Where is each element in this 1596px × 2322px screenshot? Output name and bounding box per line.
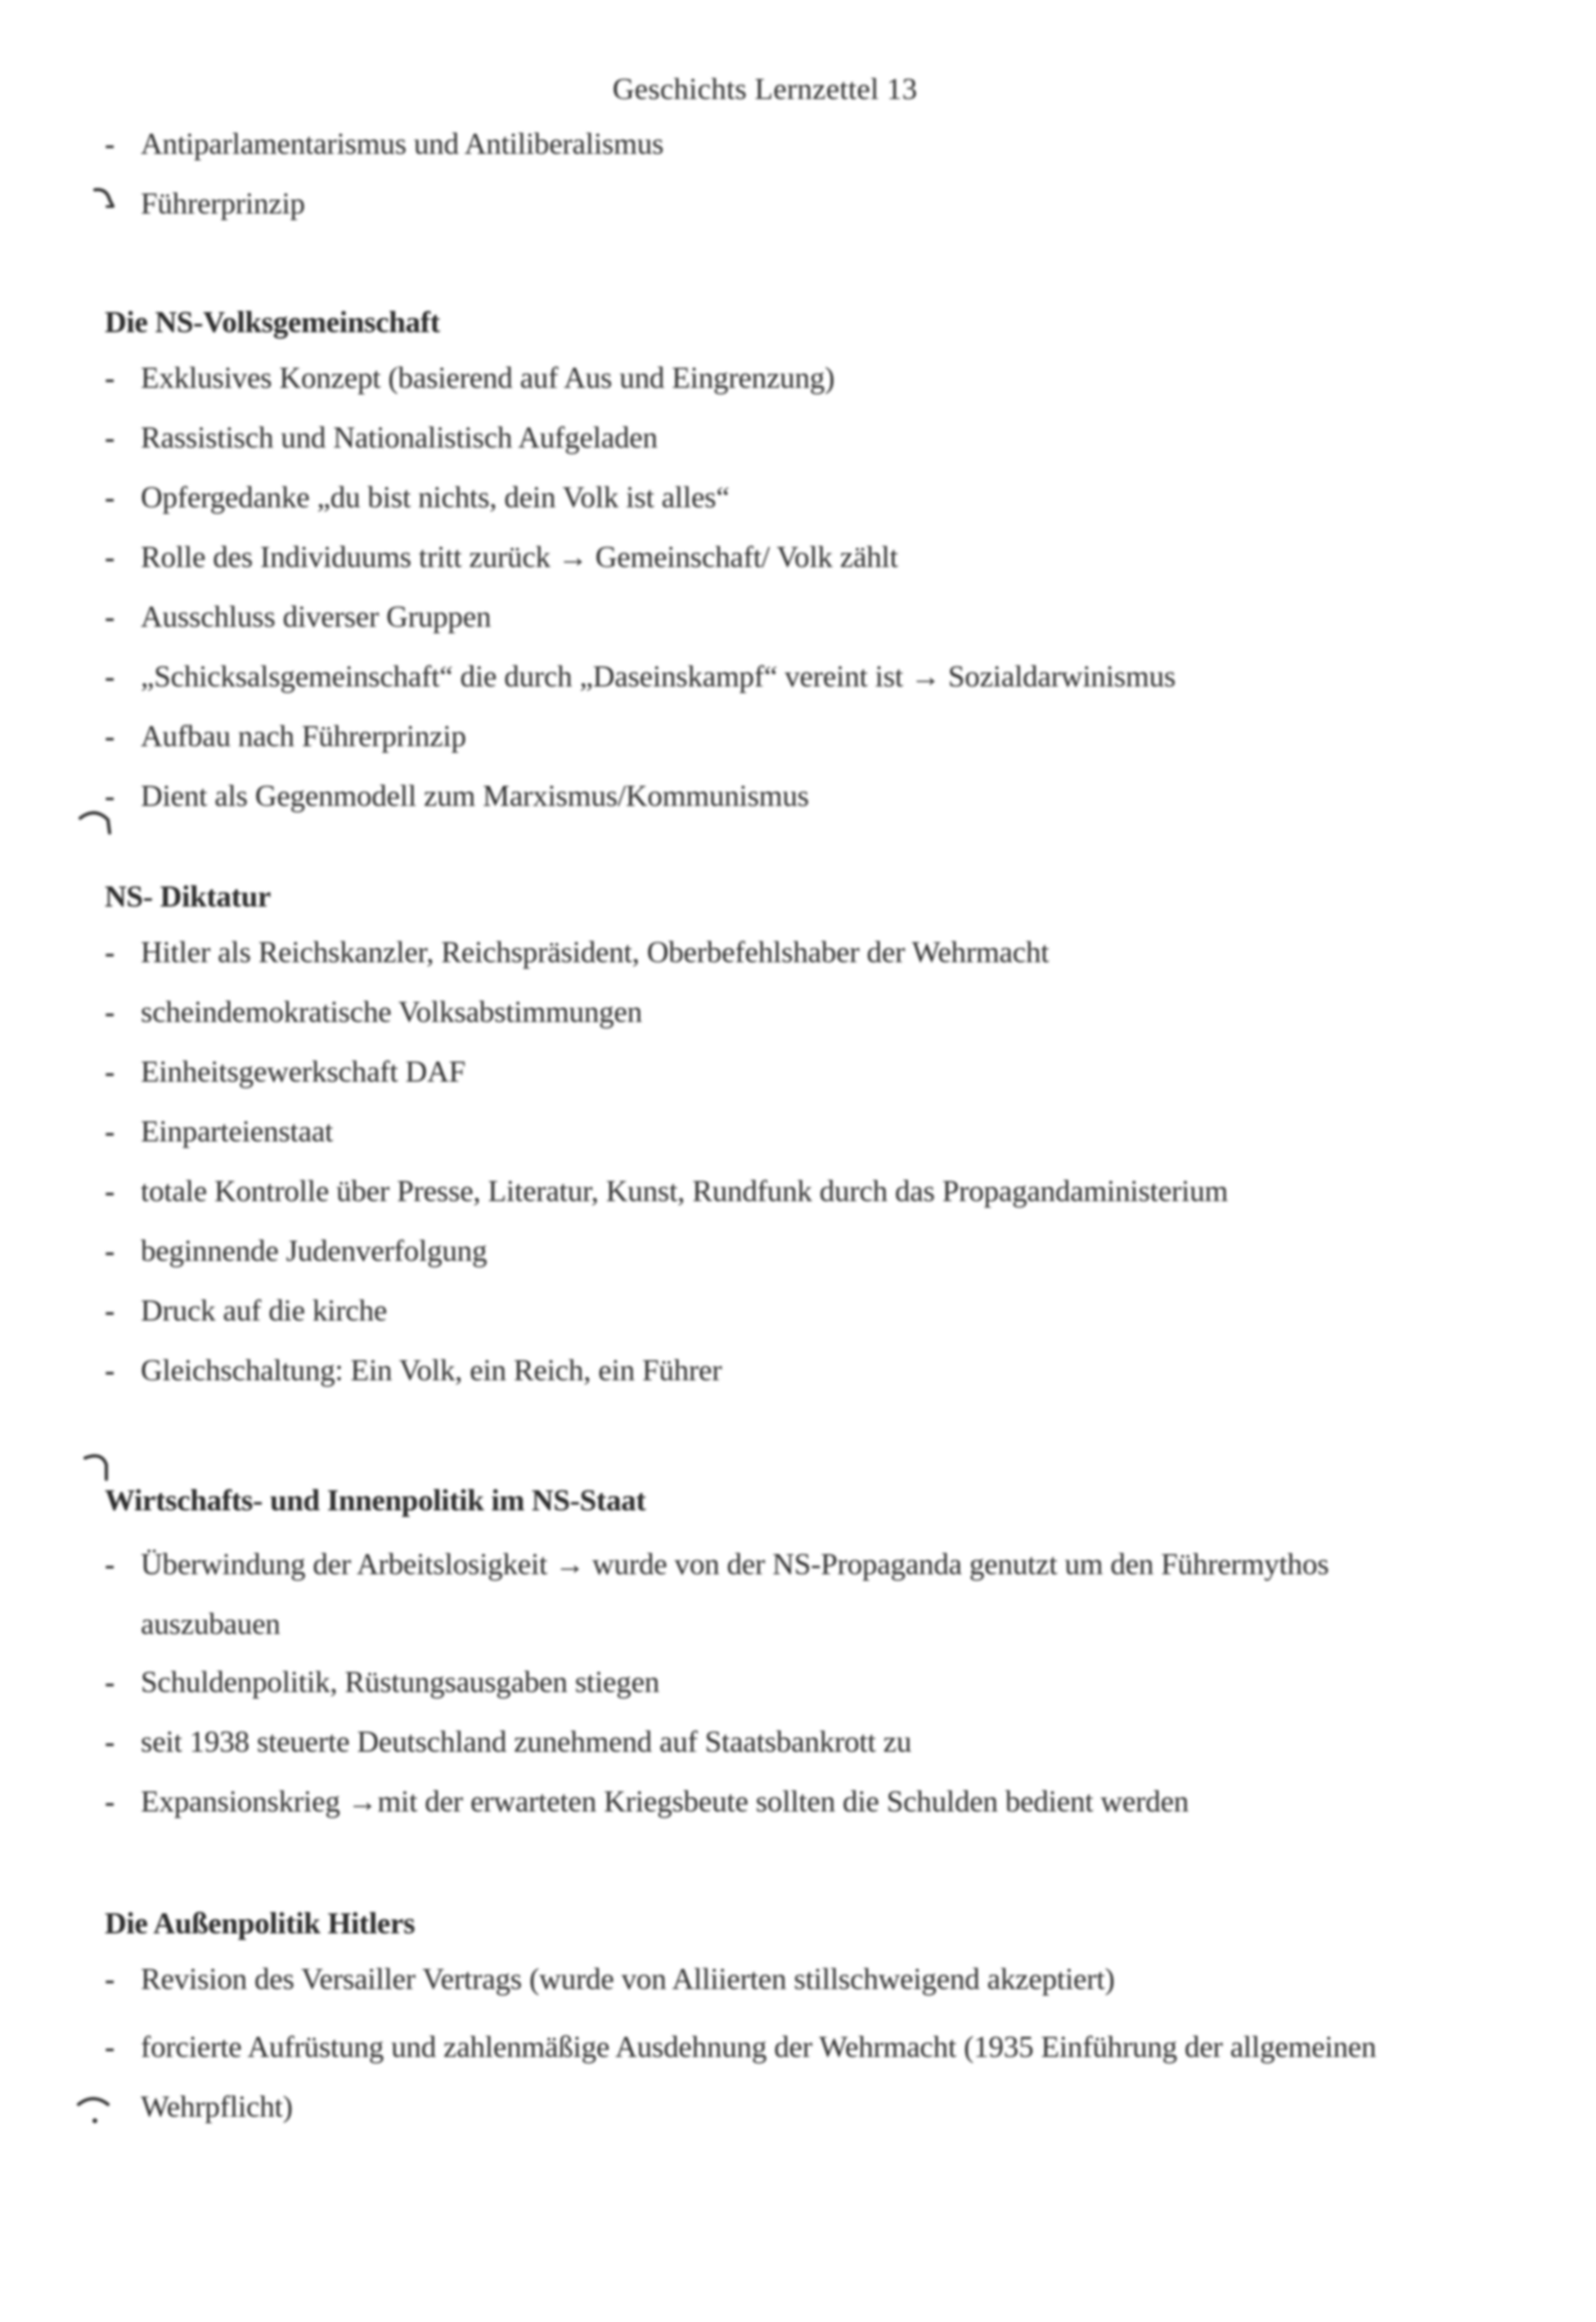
bullet-dash: - xyxy=(105,936,115,970)
section-list xyxy=(105,357,1430,819)
list-item: - Opfergedanke „du bist nichts, dein Volk ist alles“ xyxy=(105,476,1430,520)
section-heading: Wirtschafts- und Innenpolitik im NS-Staat xyxy=(105,1484,646,1518)
bullet-dash: - xyxy=(105,541,115,574)
list-item: - Expansionskrieg →mit der erwarteten Kriegsbeute sollten die Schulden bedient werden xyxy=(105,1780,1430,1825)
bullet-dash: - xyxy=(105,128,115,161)
bullet-dash: - xyxy=(105,1235,115,1268)
list-item: - beginnende Judenverfolgung xyxy=(105,1230,1430,1274)
list-item: - Antiparlamentarismus und Antiliberalismus xyxy=(105,123,1430,167)
bullet-dash: - xyxy=(105,720,115,754)
section-heading: NS- Diktatur xyxy=(105,880,271,914)
bullet-dash: - xyxy=(105,1548,115,1582)
list-item: - Gleichschaltung: Ein Volk, ein Reich, ein Führer xyxy=(105,1349,1430,1393)
list-item: - seit 1938 steuerte Deutschland zunehmend auf Staatsbankrott zu xyxy=(105,1721,1430,1765)
bullet-dash: - xyxy=(105,2031,115,2064)
bullet-dash: - xyxy=(105,1294,115,1328)
list-item: - forcierte Aufrüstung und zahlenmäßige Ausdehnung der Wehrmacht (1935 Einführung der allgemeinen Wehrpflicht) xyxy=(105,2018,1430,2137)
bullet-dash: - xyxy=(105,1963,115,1996)
bullet-dash: - xyxy=(105,1354,115,1388)
section-list xyxy=(105,1535,1430,1825)
list-item: - Hitler als Reichskanzler, Reichspräsident, Oberbefehlshaber der Wehrmacht xyxy=(105,931,1430,975)
section-heading: Die NS-Volksgemeinschaft xyxy=(105,306,440,340)
bullet-dash: - xyxy=(105,660,115,694)
list-item: - Ausschluss diverser Gruppen xyxy=(105,596,1430,640)
list-item: - Schuldenpolitik, Rüstungsausgaben stiegen xyxy=(105,1661,1430,1705)
bullet-dash: - xyxy=(105,1666,115,1699)
section-diktatur xyxy=(105,880,1430,1393)
bullet-dash: - xyxy=(105,1055,115,1089)
list-item: - Rassistisch und Nationalistisch Aufgeladen xyxy=(105,416,1430,461)
list-item: - „Schicksalsgemeinschaft“ die durch „Daseinskampf“ vereint ist → Sozialdarwinismus xyxy=(105,655,1430,700)
section-list xyxy=(105,1958,1430,2137)
list-item: - Exklusives Konzept (basierend auf Aus und Eingrenzung) xyxy=(105,357,1430,401)
bullet-dash: - xyxy=(105,481,115,515)
bullet-dash: - xyxy=(105,1726,115,1759)
list-item: - Rolle des Individuums tritt zurück → Gemeinschaft/ Volk zählt xyxy=(105,536,1430,580)
bullet-dash: - xyxy=(105,362,115,395)
bullet-dash: - xyxy=(105,1115,115,1149)
list-item: - Dient als Gegenmodell zum Marxismus/Kommunismus xyxy=(105,775,1430,819)
bullet-dash: - xyxy=(105,1175,115,1208)
page-title: Geschichts Lernzettel 13 xyxy=(612,73,918,106)
bullet-dash: - xyxy=(105,996,115,1029)
bullet-dash: - xyxy=(105,1785,115,1819)
list-item: - scheindemokratische Volksabstimmungen xyxy=(105,991,1430,1035)
list-item: - Einparteienstaat xyxy=(105,1110,1430,1154)
list-item: - Überwindung der Arbeitslosigkeit → wurde von der NS-Propaganda genutzt um den Führermythos auszubauen xyxy=(105,1535,1430,1654)
section-heading: Die Außenpolitik Hitlers xyxy=(105,1907,416,1941)
list-item: - Aufbau nach Führerprinzip xyxy=(105,715,1430,759)
list-item: - totale Kontrolle über Presse, Literatur, Kunst, Rundfunk durch das Propagandaministerium xyxy=(105,1170,1430,1214)
section-volksgemeinschaft xyxy=(105,305,1430,819)
list-item: - Revision des Versailler Vertrags (wurde von Alliierten stillschweigend akzeptiert) xyxy=(105,1958,1430,2002)
notes-content xyxy=(105,123,1430,2198)
list-item: - Einheitsgewerkschaft DAF xyxy=(105,1051,1430,1095)
bullet-dash: - xyxy=(105,187,115,221)
section-aussenpolitik xyxy=(105,1906,1430,2137)
bullet-dash: - xyxy=(105,601,115,634)
bullet-dash: - xyxy=(105,780,115,813)
section-list xyxy=(105,931,1430,1393)
intro-section xyxy=(105,123,1430,227)
intro-list xyxy=(105,123,1430,227)
bullet-dash: - xyxy=(105,421,115,455)
section-wirtschaft xyxy=(105,1483,1430,1825)
list-item: - Druck auf die kirche xyxy=(105,1289,1430,1334)
list-item: - Führerprinzip xyxy=(105,182,1430,227)
